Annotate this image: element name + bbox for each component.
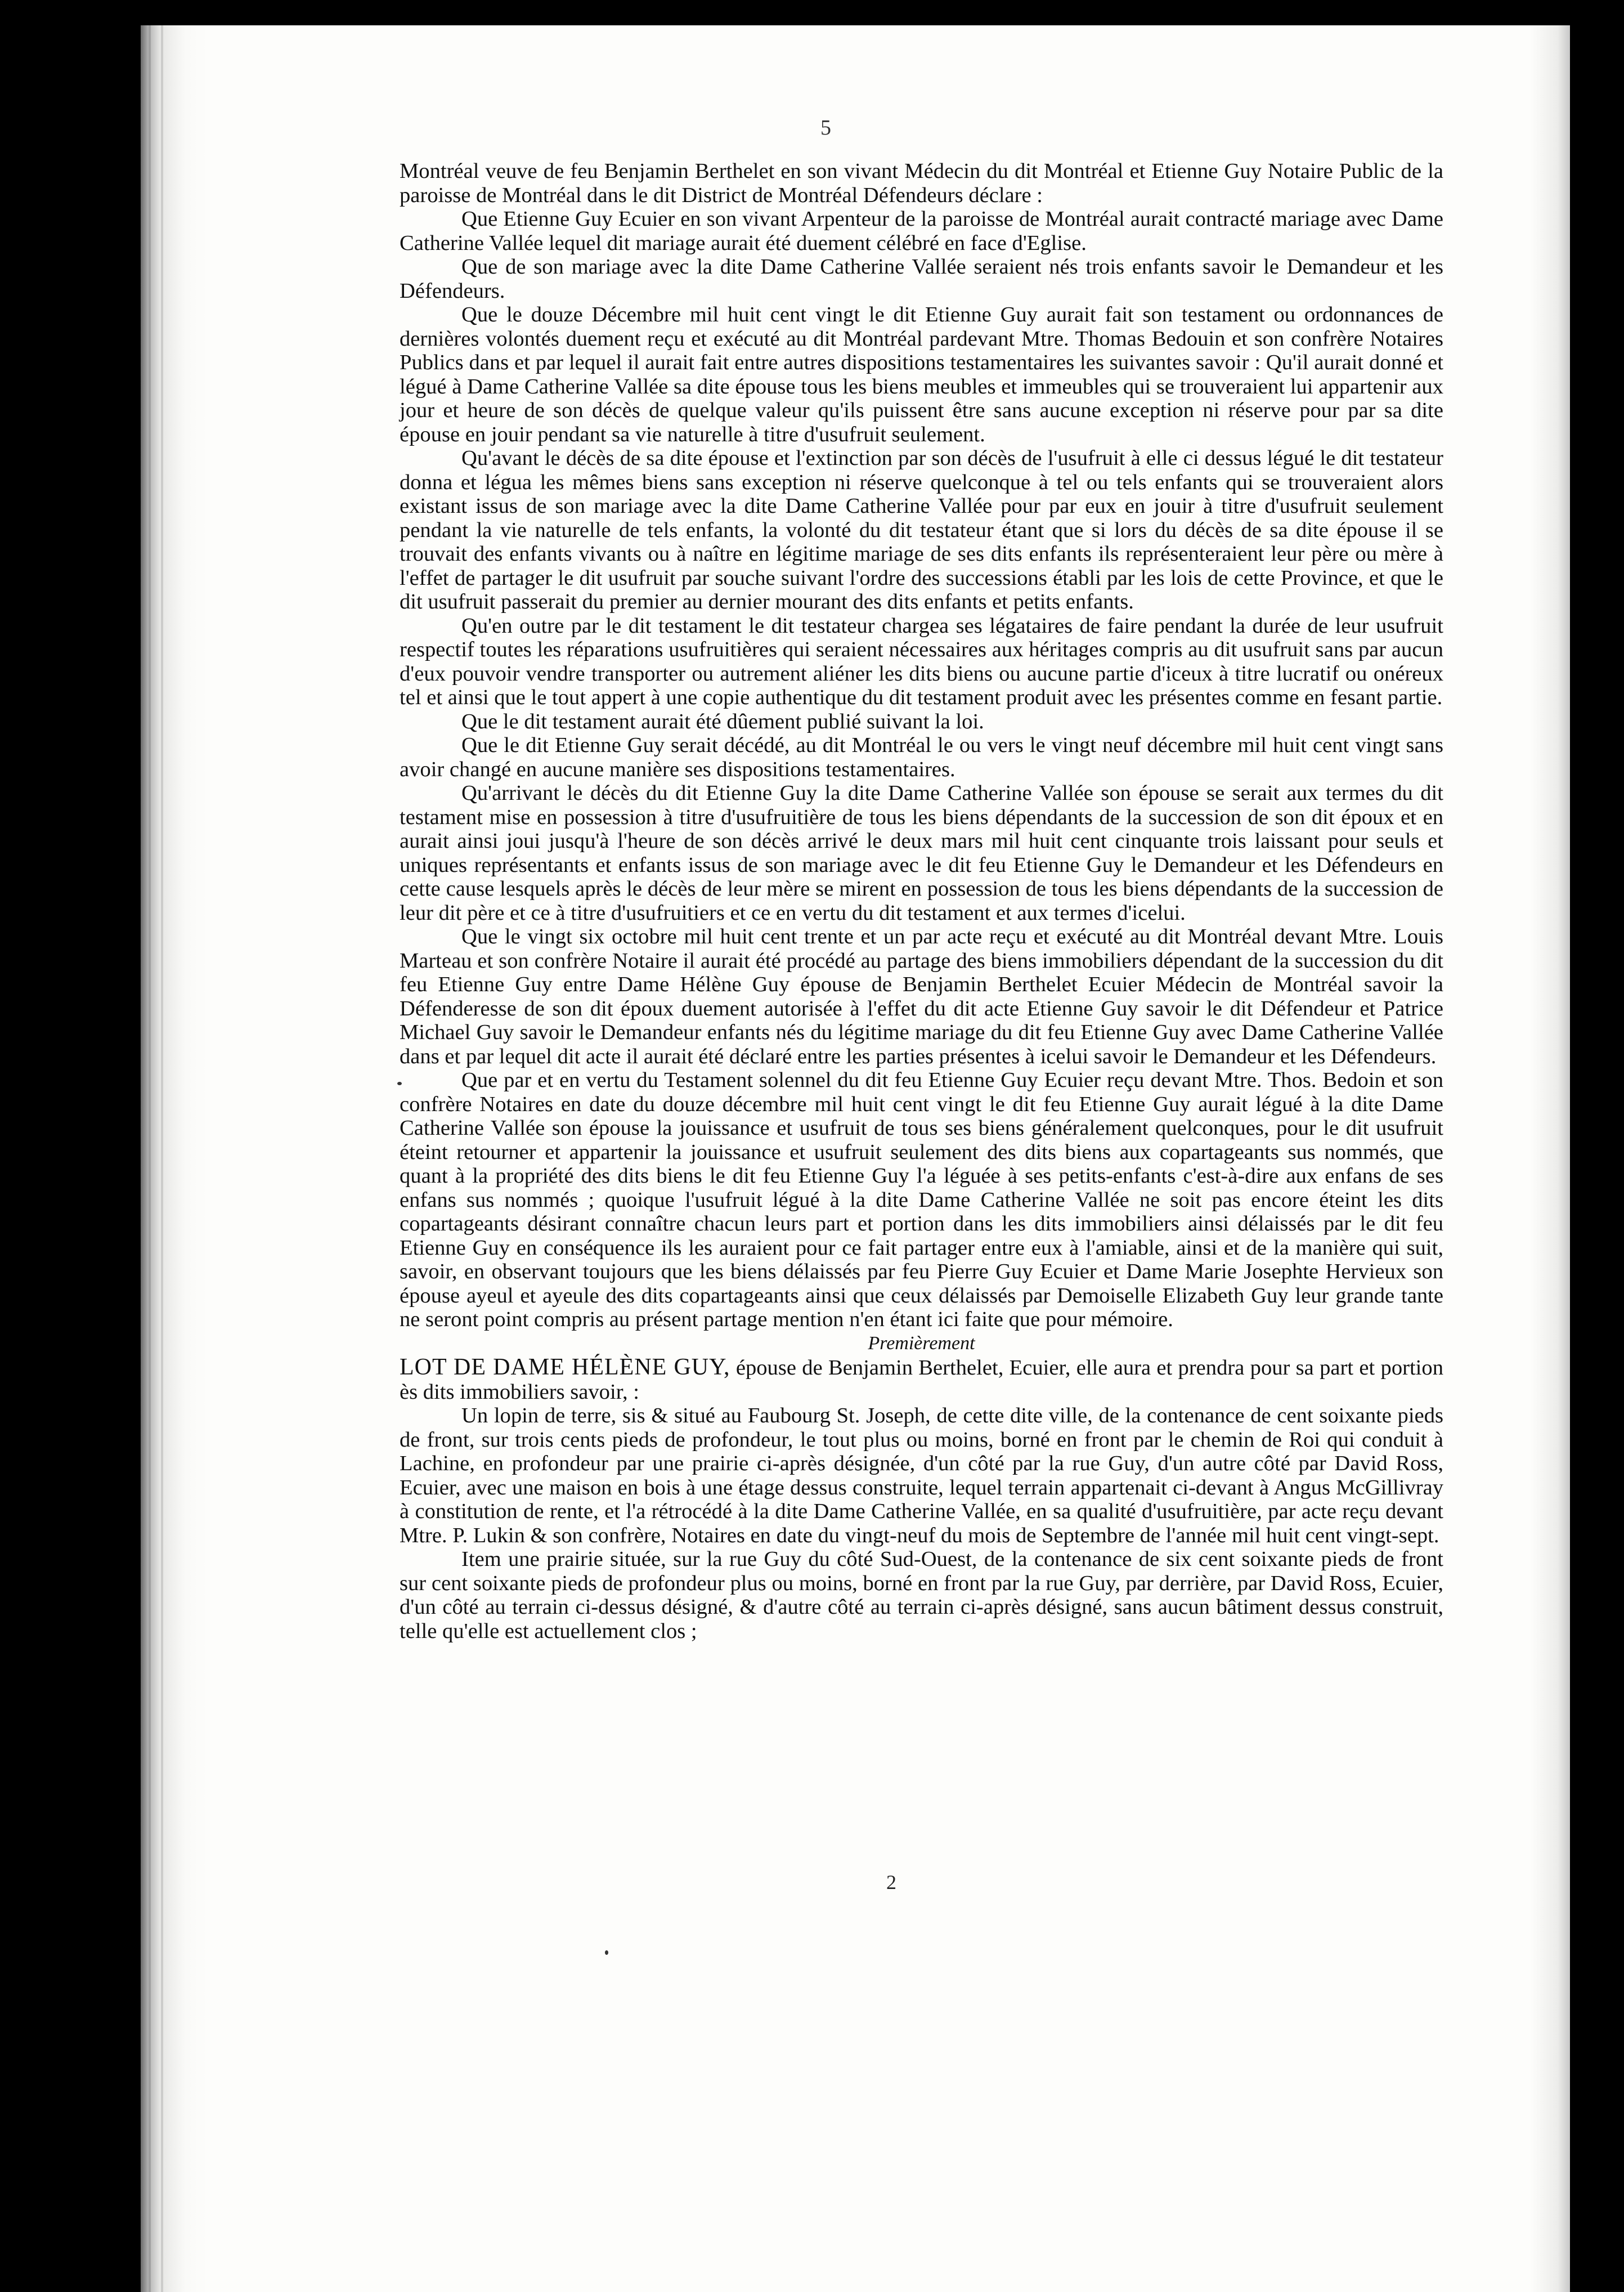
binding-shadow	[141, 25, 208, 2292]
paragraph-9: Qu'arrivant le décès du dit Etienne Guy la dite Dame Catherine Vallée son épouse se serait aux termes du dit testament mise en possession à titre d'usufruitière de tous les biens dépendants de la succession de son dit époux et en aurait ainsi joui jusqu'à l'heure de son décès arrivé le deux mars mil huit cent cinquante trois laissant pour seuls et uniques représentants et enfants issus de son mariage avec le dit feu Etienne Guy le Demandeur et les Défendeurs en cette cause lesquels après le décès de leur mère se mirent en possession de tous les biens dépendants de la succession de leur dit père et ce à titre d'usufruitiers et ce en vertu du dit testament et aux termes d'icelui.	[400, 781, 1443, 925]
paragraph-10: Que le vingt six octobre mil huit cent trente et un par acte reçu et exécuté au dit Montréal devant Mtre. Louis Marteau et son confrère Notaire il aurait été procédé au partage des biens immobiliers dépendant de la succession du dit feu Etienne Guy entre Dame Hélène Guy épouse de Benjamin Berthelet Ecuier Médecin de Montréal savoir la Défenderesse de son dit époux duement autorisée à l'effet du dit acte Etienne Guy savoir le dit Défendeur et Patrice Michael Guy savoir le Demandeur enfants nés du légitime mariage du dit feu Etienne Guy avec Dame Catherine Vallée dans et par lequel dit acte il aurait été déclaré entre les parties présentes à icelui savoir le Demandeur et les Défendeurs.	[400, 925, 1443, 1068]
binding-streak	[149, 25, 151, 2292]
lot-heading	[400, 1355, 1443, 1404]
page-number: 5	[820, 116, 831, 140]
paragraph-11: Que par et en vertu du Testament solennel du dit feu Etienne Guy Ecuier reçu devant Mtre. Thos. Bedoin et son confrère Notaires en date du douze décembre mil huit cent vingt le dit feu Etienne Guy aurait légué à la dite Dame Catherine Vallée son épouse la jouissance et usufruit de tous ses biens généralement quelconques, pour le dit usufruit éteint retourner et appartenir la jouissance et usufruit seulement des dits biens aux copartageants sus nommés, que quant à la propriété des dits biens le dit feu Etienne Guy l'a léguée à ses petits-enfants c'est-à-dire aux enfans de ses enfans sus nommés ; quoique l'usufruit légué à la dite Dame Catherine Vallée ne soit pas encore éteint les dits copartageants désirant connaître chacun leurs part et portion dans les dits immobiliers ainsi délaissés par le dit feu Etienne Guy en conséquence ils les auraient pour ce fait partager entre eux à l'amiable, ainsi et de la manière qui suit, savoir, en observant toujours que les biens délaissés par feu Pierre Guy Ecuier et Dame Marie Josephte Hervieux son épouse ayeul et ayeule des dits copartageants ainsi que ceux délaissés par Demoiselle Elizabeth Guy leur grande tante ne seront point compris au présent partage mention n'en étant ici faite que pour mémoire.	[400, 1068, 1443, 1331]
scan-speck	[397, 1082, 402, 1085]
paragraph-5: Qu'avant le décès de sa dite épouse et l'extinction par son décès de l'usufruit à elle ci dessus légué le dit testateur donna et légua les mêmes biens sans exception ni réserve quelconque à tel ou tels enfants qui se trouveraient alors existant issus de son mariage avec la dite Dame Catherine Vallée pour par eux en jouir à titre d'usufruit seulement pendant la vie naturelle de tels enfants, la volonté du dit testateur étant que si lors du décès de sa dite épouse il se trouvait des enfants vivants ou à naître en légitime mariage de ses dits enfants ils représenteraient leur père ou mère à l'effet de partager le dit usufruit par souche suivant l'ordre des successions établi par les lois de cette Province, et que le dit usufruit passerait du premier au dernier mourant des dits enfants et petits enfants.	[400, 446, 1443, 614]
paragraph-8: Que le dit Etienne Guy serait décédé, au dit Montréal le ou vers le vingt neuf décembre mil huit cent vingt sans avoir changé en aucune manière ses dispositions testamentaires.	[400, 733, 1443, 781]
body-text	[400, 159, 1443, 1643]
paragraph-6: Qu'en outre par le dit testament le dit testateur chargea ses légataires de faire pendant la durée de leur usufruit respectif toutes les réparations usufruitières qui seraient nécessaires aux héritages compris au dit usufruit sans par aucun d'eux pouvoir vendre transporter ou autrement aliéner les dits biens ou aucune partie d'iceux à titre lucratif ou onéreux tel et ainsi que le tout appert à une copie authentique du dit testament produit avec les présentes comme en fesant partie.	[400, 614, 1443, 709]
scan-speck	[605, 1950, 608, 1955]
paragraph-4: Que le douze Décembre mil huit cent vingt le dit Etienne Guy aurait fait son testament ou ordonnances de dernières volontés duement reçu et exécuté au dit Montréal pardevant Mtre. Thomas Bedouin et son confrère Notaires Publics dans et par lequel il aurait fait entre autres dispositions testamentaires les suivantes savoir : Qu'il aurait donné et légué à Dame Catherine Vallée sa dite épouse tous les biens meubles et immeubles qui se trouveraient lui appartenir aux jour et heure de son décès de quelque valeur qu'ils puissent être sans aucune exception ni réserve pour par sa dite épouse en jouir pendant sa vie naturelle à titre d'usufruit seulement.	[400, 303, 1443, 446]
paragraph-7: Que le dit testament aurait été dûement publié suivant la loi.	[461, 709, 984, 733]
paragraph-3: Que de son mariage avec la dite Dame Catherine Vallée seraient nés trois enfants savoir le Demandeur et les Défendeurs.	[400, 255, 1443, 303]
lot-title: LOT DE DAME HÉLÈNE GUY,	[400, 1354, 730, 1380]
paragraph-1: Montréal veuve de feu Benjamin Berthelet en son vivant Médecin du dit Montréal et Etienne Guy Notaire Public de la paroisse de Montréal dans le dit District de Montréal Défendeurs déclare :	[400, 159, 1443, 207]
lot-description: épouse de Benjamin Berthelet, Ecuier, elle aura et prendra pour sa part et portion ès dits immobiliers savoir, :	[400, 1356, 1443, 1404]
page-edge-shade	[1531, 25, 1570, 2292]
lot-paragraph-2: Item une prairie située, sur la rue Guy du côté Sud-Ouest, de la contenance de six cent soixante pieds de front sur cent soixante pieds de profondeur plus ou moins, borné en front par la rue Guy, par derrière, par David Ross, Ecuier, d'un côté au terrain ci-dessus désigné, & d'autre côté au terrain ci-après désigné, sans aucun bâtiment dessus construit, telle qu'elle est actuellement clos ;	[400, 1547, 1443, 1643]
signature-mark: 2	[886, 1871, 896, 1893]
lot-paragraph-1: Un lopin de terre, sis & situé au Faubourg St. Joseph, de cette dite ville, de la contenance de cent soixante pieds de front, sur trois cents pieds de profondeur, le tout plus ou moins, borné en front par le chemin de Roi qui conduit à Lachine, en profondeur par une prairie ci-après désignée, d'un côté par la rue Guy, d'un autre côté par David Ross, Ecuier, avec une maison en bois à une étage dessus construite, lequel terrain appartenait ci-devant à Angus McGillivray à constitution de rente, et l'a rétrocédé à la dite Dame Catherine Vallée, en sa qualité d'usufruitière, par acte reçu devant Mtre. P. Lukin & son confrère, Notaires en date du vingt-neuf du mois de Septembre de l'année mil huit cent vingt-sept.	[400, 1404, 1443, 1547]
paragraph-2: Que Etienne Guy Ecuier en son vivant Arpenteur de la paroisse de Montréal aurait contracté mariage avec Dame Catherine Vallée lequel dit mariage aurait été duement célébré en face d'Eglise.	[400, 207, 1443, 255]
document-page	[141, 25, 1570, 2292]
binding-streak	[161, 25, 163, 2292]
section-heading: Premièrement	[868, 1332, 975, 1354]
